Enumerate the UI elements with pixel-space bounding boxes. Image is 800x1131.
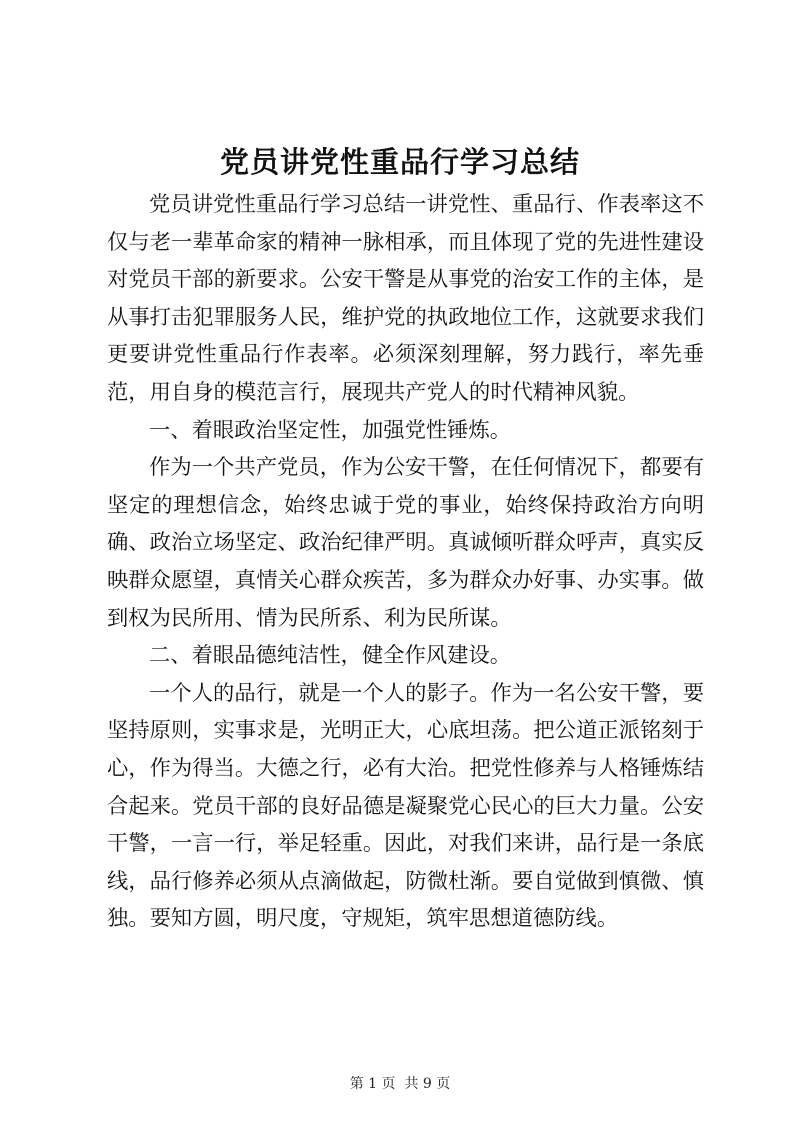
section-heading-1: 一、着眼政治坚定性，加强党性锤炼。	[149, 417, 512, 443]
paragraph-section-1: 作为一个共产党员，作为公安干警，在任何情况下，都要有坚定的理想信念，始终忠诚于党的事业，始终保持政治方向明确、政治立场坚定、政治纪律严明。真诚倾听群众呼声，真实反映群众愿望，真情关心群众疾苦，多为群众办好事、办实事。做到权为民所用、情为民所系、利为民所谋。	[107, 455, 704, 631]
paragraph-intro: 党员讲党性重品行学习总结一讲党性、重品行、作表率这不仅与老一辈革命家的精神一脉相承，而且体现了党的先进性建设对党员干部的新要求。公安干警是从事党的治安工作的主体，是从事打击犯罪服务人民，维护党的执政地位工作，这就要求我们更要讲党性重品行作表率。必须深刻理解，努力践行，率先垂范，用自身的模范言行，展现共产党人的时代精神风貌。	[107, 192, 704, 405]
document-body	[107, 186, 704, 938]
page-footer	[0, 1074, 800, 1094]
paragraph-section-2: 一个人的品行，就是一个人的影子。作为一名公安干警，要坚持原则，实事求是，光明正大，心底坦荡。把公道正派铭刻于心，作为得当。大德之行，必有大治。把党性修养与人格锤炼结合起来。党员干部的良好品德是凝聚党心民心的巨大力量。公安干警，一言一行，举足轻重。因此，对我们来讲，品行是一条底线，品行修养必须从点滴做起，防微杜渐。要自觉做到慎微、慎独。要知方圆，明尺度，守规矩，筑牢思想道德防线。	[107, 680, 704, 932]
page-number-label: 第 1 页 共 9 页	[349, 1076, 451, 1092]
section-heading-2: 二、着眼品德纯洁性，健全作风建设。	[149, 643, 512, 669]
document-title: 党员讲党性重品行学习总结	[219, 145, 580, 179]
